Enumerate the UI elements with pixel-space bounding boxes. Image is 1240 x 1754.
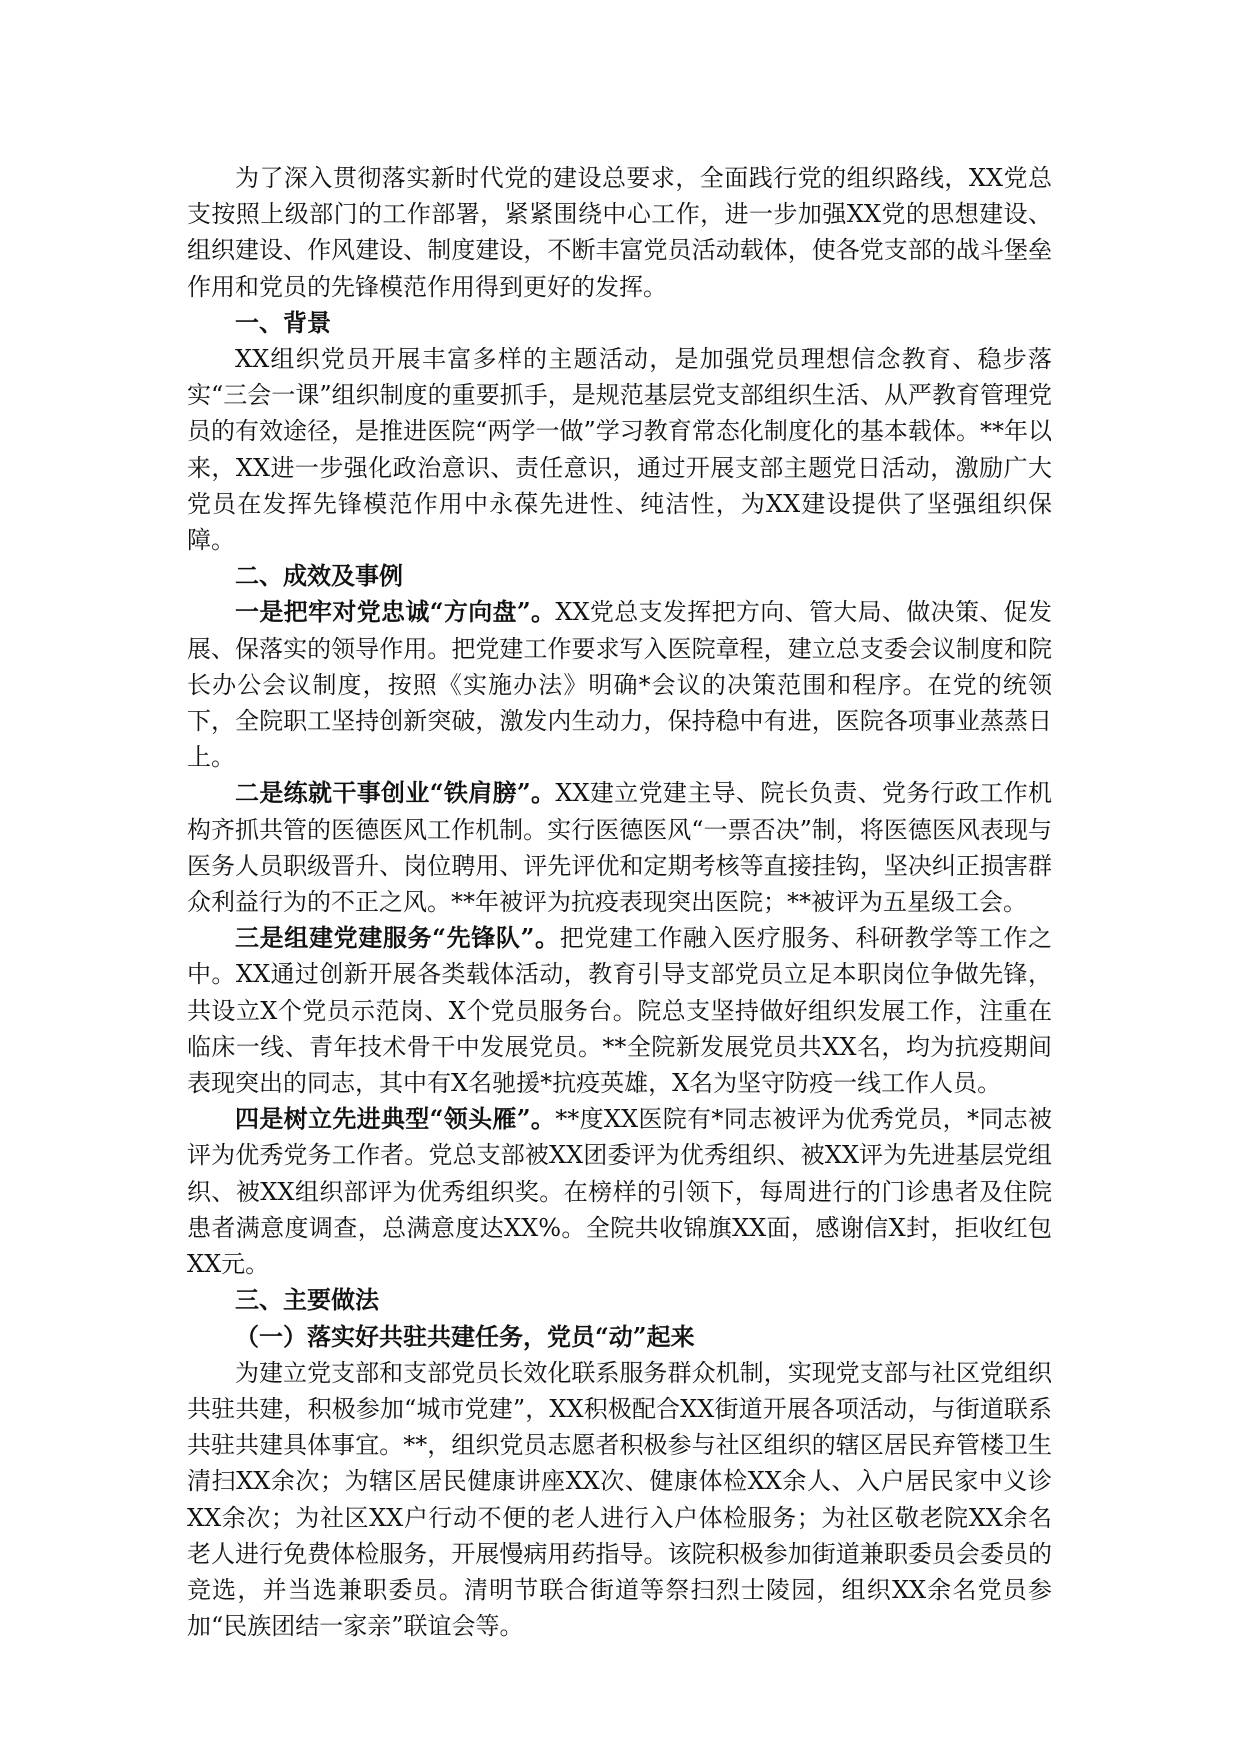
result-paragraph-3 <box>187 920 1052 1101</box>
subsection-heading-1: （一）落实好共驻共建任务，党员“动”起来 <box>235 1321 695 1351</box>
section-heading-background: 一、背景 <box>235 307 331 337</box>
result-body-2: XX建立党建主导、院长负责、党务行政工作机构齐抓共管的医德医风工作机制。实行医德医风“一票否决”制，将医德医风表现与医务人员职级晋升、岗位聘用、评先评优和定期考核等直接挂钩，坚决纠正损害群众利益行为的不正之风。**年被评为抗疫表现突出医院；**被评为五星级工会。 <box>187 779 1053 917</box>
result-lead-3: 三是组建党建服务“先锋队”。 <box>235 923 560 953</box>
result-lead-2: 二是练就干事创业“铁肩膀”。 <box>235 778 556 808</box>
result-lead-1: 一是把牢对党忠诚“方向盘”。 <box>235 597 556 627</box>
result-body-4: **度XX医院有*同志被评为优秀党员，*同志被评为优秀党务工作者。党总支部被XX团委评为优秀组织、被XX评为先进基层党组织、被XX组织部评为优秀组织奖。在榜样的引领下，每周进行的门诊患者及住院患者满意度调查，总满意度达XX%。全院共收锦旗XX面，感谢信X封，拒收红包XX元。 <box>187 1105 1053 1279</box>
intro-paragraph: 为了深入贯彻落实新时代党的建设总要求，全面践行党的组织路线，XX党总支按照上级部门的工作部署，紧紧围绕中心工作，进一步加强XX党的思想建设、组织建设、作风建设、制度建设，不断丰富党员活动载体，使各党支部的战斗堡垒作用和党员的先锋模范作用得到更好的发挥。 <box>187 164 1052 301</box>
result-body-3: 把党建工作融入医疗服务、科研教学等工作之中。XX通过创新开展各类载体活动，教育引导支部党员立足本职岗位争做先锋，共设立X个党员示范岗、X个党员服务台。院总支坚持做好组织发展工作，注重在临床一线、青年技术骨干中发展党员。**全院新发展党员共XX名，均为抗疫期间表现突出的同志，其中有X名驰援*抗疫英雄，X名为坚守防疫一线工作人员。 <box>187 924 1053 1098</box>
section-heading-practices: 三、主要做法 <box>235 1285 379 1315</box>
document-page <box>187 160 1052 1644</box>
result-paragraph-4 <box>187 1101 1052 1282</box>
background-paragraph: XX组织党员开展丰富多样的主题活动，是加强党员理想信念教育、稳步落实“三会一课”组织制度的重要抓手，是规范基层党支部组织生活、从严教育管理党员的有效途径，是推进医院“两学一做”学习教育常态化制度化的基本载体。**年以来，XX进一步强化政治意识、责任意识，通过开展支部主题党日活动，激励广大党员在发挥先锋模范作用中永葆先进性、纯洁性，为XX建设提供了坚强组织保障。 <box>187 345 1052 555</box>
result-body-1: XX党总支发挥把方向、管大局、做决策、促发展、保落实的领导作用。把党建工作要求写入医院章程，建立总支委会议制度和院长办公会议制度，按照《实施办法》明确*会议的决策范围和程序。在党的统领下，全院职工坚持创新突破，激发内生动力，保持稳中有进，医院各项事业蒸蒸日上。 <box>187 598 1053 772</box>
section-heading-results: 二、成效及事例 <box>235 561 403 591</box>
practices-paragraph: 为建立党支部和支部党员长效化联系服务群众机制，实现党支部与社区党组织共驻共建，积极参加“城市党建”，XX积极配合XX街道开展各项活动，与街道联系共驻共建具体事宜。**，组织党员志愿者积极参与社区组织的辖区居民弃管楼卫生清扫XX余次；为辖区居民健康讲座XX次、健康体检XX余人、入户居民家中义诊XX余次；为社区XX户行动不便的老人进行入户体检服务；为社区敬老院XX余名老人进行免费体检服务，开展慢病用药指导。该院积极参加街道兼职委员会委员的竞选，并当选兼职委员。清明节联合街道等祭扫烈士陵园，组织XX余名党员参加“民族团结一家亲”联谊会等。 <box>187 1358 1052 1641</box>
result-paragraph-1 <box>187 594 1052 775</box>
result-paragraph-2 <box>187 775 1052 920</box>
result-lead-4: 四是树立先进典型“领头雁”。 <box>235 1104 556 1134</box>
